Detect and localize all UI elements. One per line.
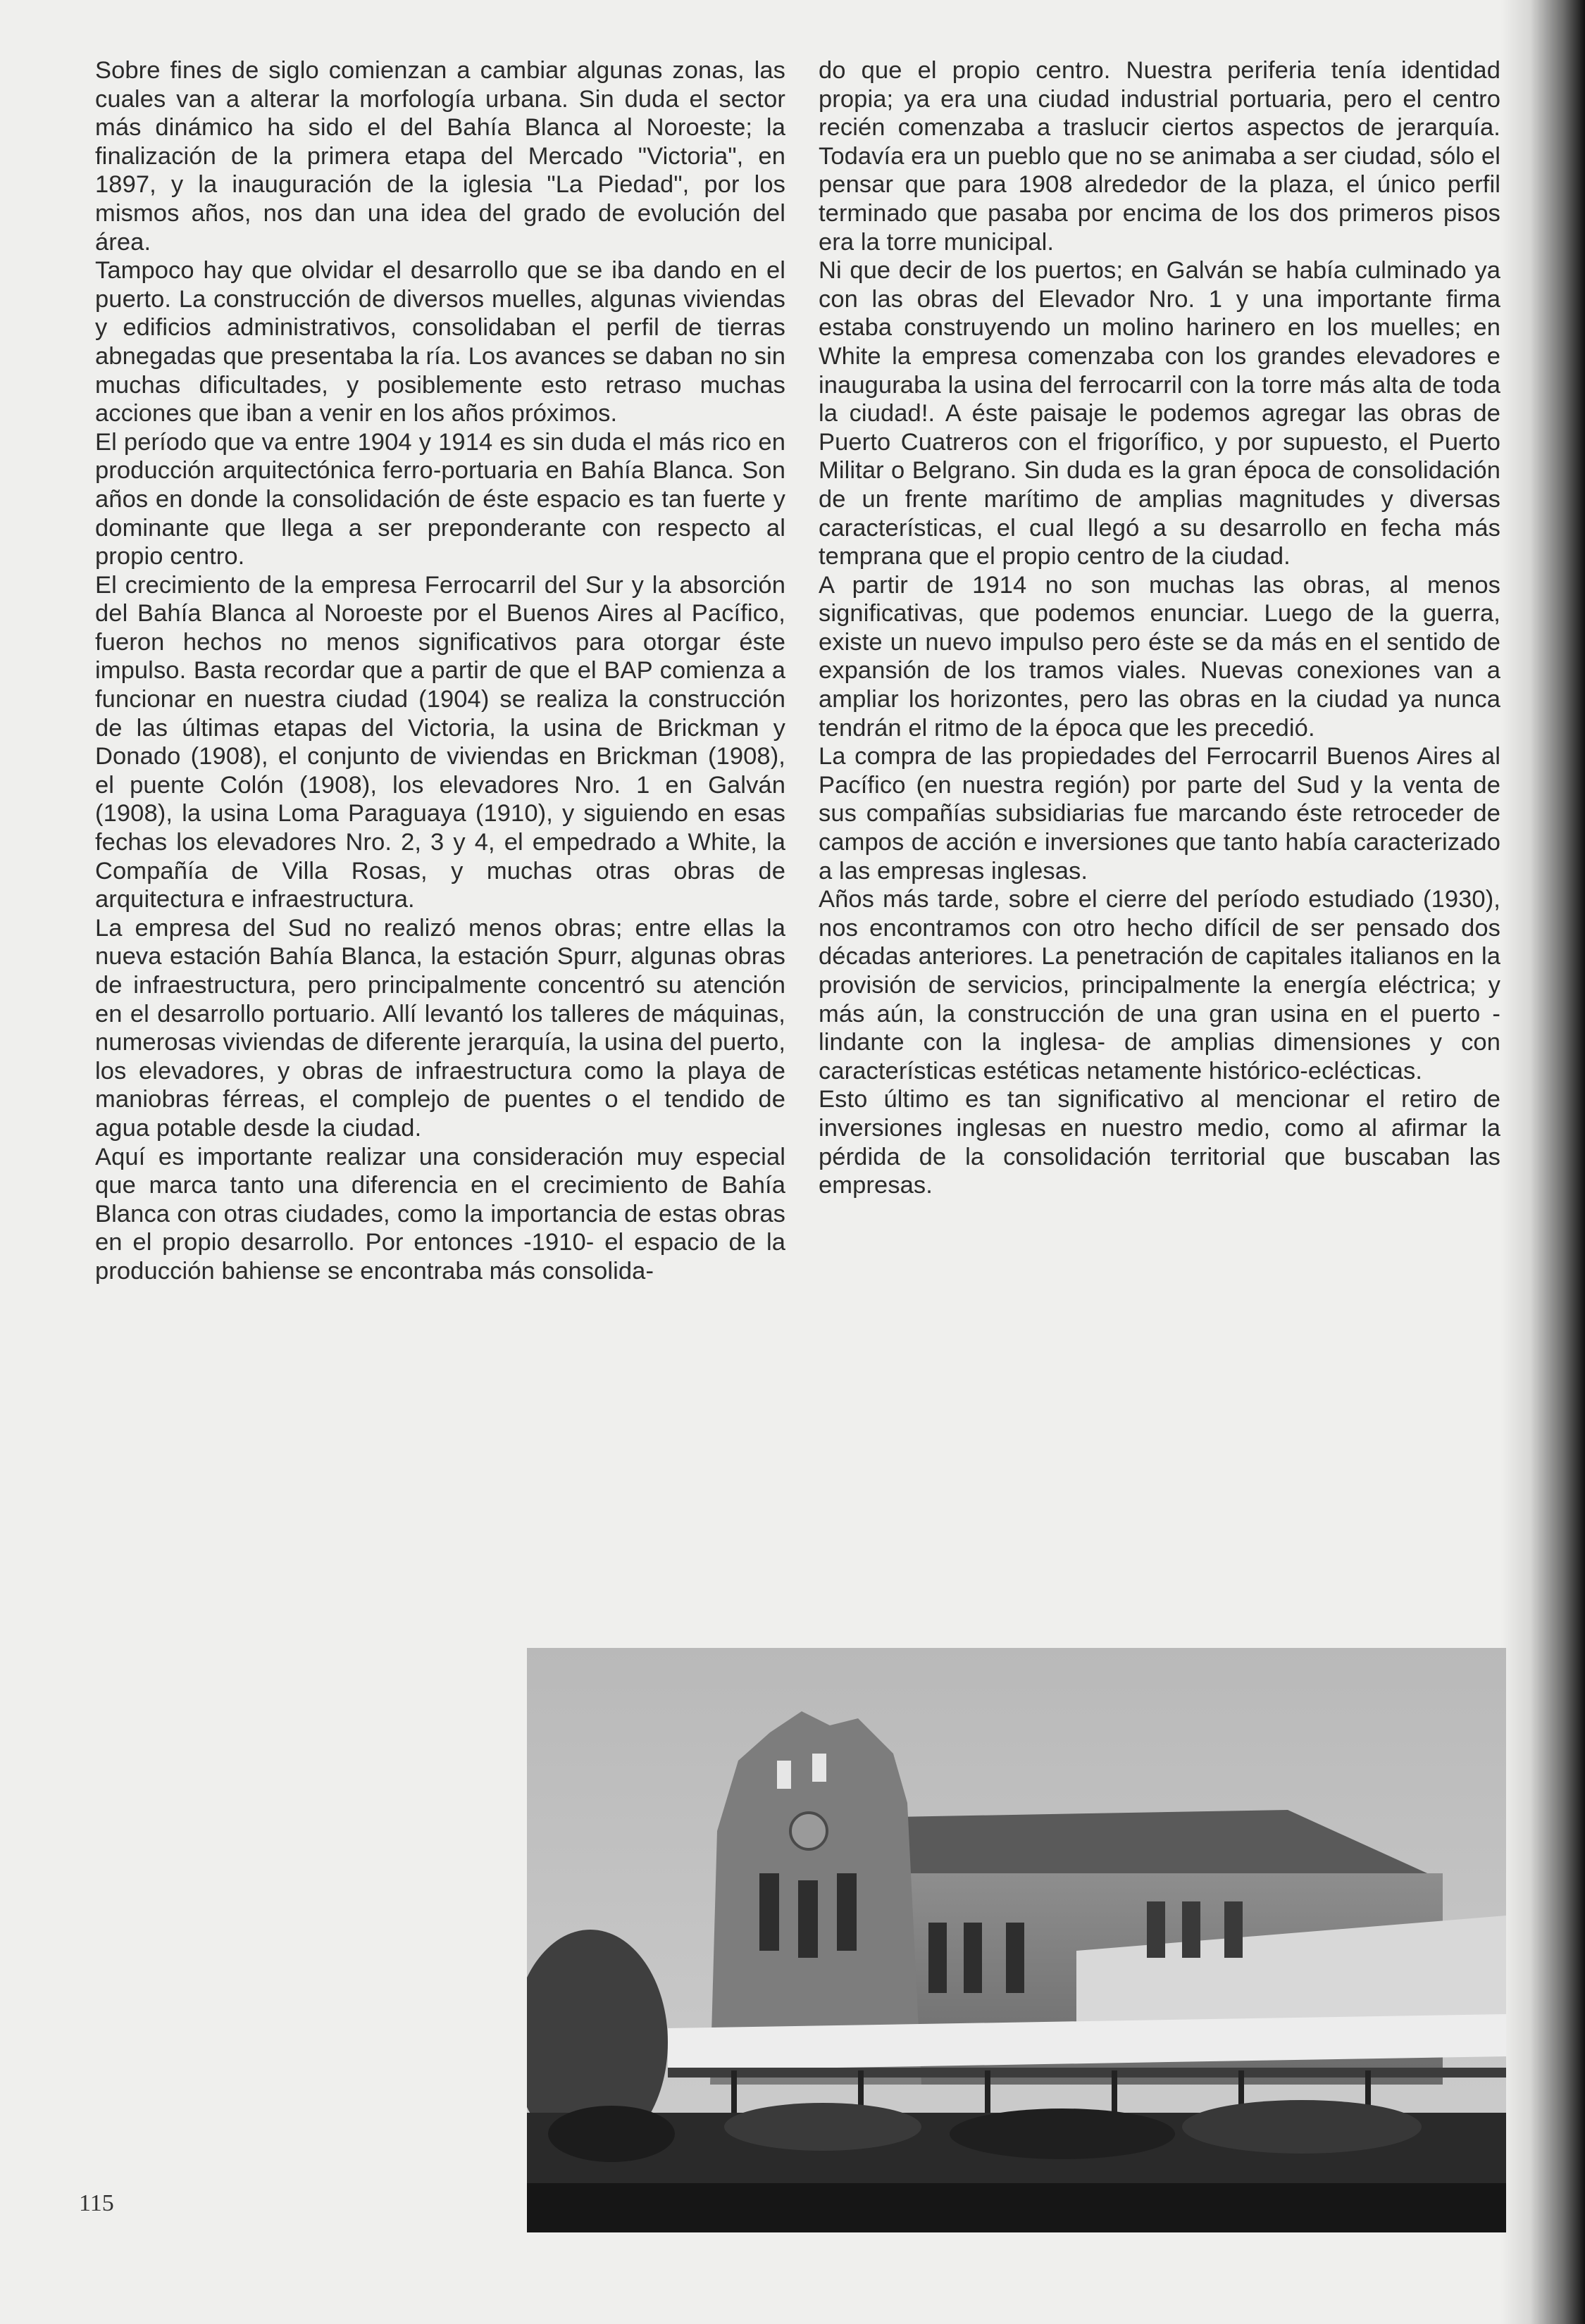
station-photograph xyxy=(527,1648,1506,2232)
paragraph: Sobre fines de siglo comienzan a cambiar algunas zonas, las cuales van a alterar la morfología urbana. Sin duda el sector más dinámico ha sido el del Bahía Blanca al Noroeste; la finalización de la primera etapa del Mercado "Victoria", en 1897, y la inauguración de la iglesia "La Piedad", por los mismos años, nos dan una idea del grado de evolución del área. xyxy=(95,57,785,256)
paragraph: El crecimiento de la empresa Ferrocarril del Sur y la absorción del Bahía Blanca al Noroeste por el Buenos Aires al Pacífico, fueron hechos no menos significativos para otorgar éste impulso. Basta recordar que a partir de que el BAP comienza a funcionar en nuestra ciudad (1904) se realiza la construcción de las últimas etapas del Victoria, la usina de Brickman y Donado (1908), el conjunto de viviendas en Brickman (1908), el puente Colón (1908), los elevadores Nro. 1 en Galván (1908), la usina Loma Paraguaya (1910), y siguiendo en esas fechas los elevadores Nro. 2, 3 y 4, el empedrado a White, la Compañía de Villa Rosas, y muchas otras obras de arquitectura e infraestructura. xyxy=(95,571,785,913)
station-illustration xyxy=(527,1648,1506,2232)
paragraph: Aquí es importante realizar una consideración muy especial que marca tanto una diferencia en el crecimiento de Bahía Blanca con otras ciudades, como la importancia de estas obras en el propio desarrollo. Por entonces -1910- el espacio de la producción bahiense se encontraba más consolida- xyxy=(95,1143,785,1285)
paragraph: Años más tarde, sobre el cierre del período estudiado (1930), nos encontramos con otro hecho difícil de ser pensado dos décadas anteriores. La penetración de capitales italianos en la provisión de servicios, principalmente la energía eléctrica; y más aún, la construcción de una gran usina en el puerto - lindante con la inglesa- de amplias dimensiones y con características estéticas netamente histórico-eclécticas. xyxy=(819,886,1500,1085)
book-gutter-shadow xyxy=(1500,0,1585,2324)
page-number: 115 xyxy=(79,2190,114,2216)
paragraph: La empresa del Sud no realizó menos obras; entre ellas la nueva estación Bahía Blanca, la estación Spurr, algunas obras de infraestructura, pero principalmente concentró su atención en el desarrollo portuario. Allí levantó los talleres de máquinas, numerosas viviendas de diferente jerarquía, la usina del puerto, los elevadores, y obras de infraestructura como la playa de maniobras férreas, el complejo de puentes o el tendido de agua potable desde la ciudad. xyxy=(95,914,785,1142)
paragraph: Ni que decir de los puertos; en Galván se había culminado ya con las obras del Elevador Nro. 1 y una importante firma estaba construyendo un molino harinero en los muelles; en White la empresa comenzaba con los grandes elevadores e inauguraba la usina del ferrocarril con la torre más alta de toda la ciudad!. A éste paisaje le podemos agregar las obras de Puerto Cuatreros con el frigorífico, y por supuesto, el Puerto Militar o Belgrano. Sin duda es la gran época de consolidación de un frente marítimo de amplias magnitudes y diversas características, el cual llegó a su desarrollo en fecha más temprana que el propio centro de la ciudad. xyxy=(819,257,1500,570)
paragraph: Tampoco hay que olvidar el desarrollo que se iba dando en el puerto. La construcción de diversos muelles, algunas viviendas y edificios administrativos, consolidaban el perfil de tierras abnegadas que presentaba la ría. Los avances se daban no sin muchas dificultades, y posiblemente esto retraso muchas acciones que iban a venir en los años próximos. xyxy=(95,257,785,427)
paragraph: do que el propio centro. Nuestra periferia tenía identidad propia; ya era una ciudad industrial portuaria, pero el centro recién comenzaba a traslucir ciertos aspectos de jerarquía. Todavía era un pueblo que no se animaba a ser ciudad, sólo el pensar que para 1908 alrededor de la plaza, el único perfil terminado que pasaba por encima de los dos primeros pisos era la torre municipal. xyxy=(819,57,1500,256)
right-text-column xyxy=(819,56,1500,1200)
left-text-column xyxy=(95,56,785,1286)
paragraph: El período que va entre 1904 y 1914 es sin duda el más rico en producción arquitectónica ferro-portuaria en Bahía Blanca. Son años en donde la consolidación de éste espacio es tan fuerte y dominante que llega a ser preponderante con respecto al propio centro. xyxy=(95,428,785,570)
paragraph: Esto último es tan significativo al mencionar el retiro de inversiones inglesas en nuestro medio, como al afirmar la pérdida de la consolidación territorial que buscaban las empresas. xyxy=(819,1086,1500,1199)
paragraph: La compra de las propiedades del Ferrocarril Buenos Aires al Pacífico (en nuestra región) por parte del Sud y la venta de sus compañías subsidiarias fue marcando éste retroceder de campos de acción e inversiones que tanto había caracterizado a las empresas inglesas. xyxy=(819,743,1500,885)
paragraph: A partir de 1914 no son muchas las obras, al menos significativas, que podemos enunciar. Luego de la guerra, existe un nuevo impulso pero éste se da más en el sentido de expansión de los tramos viales. Nuevas conexiones van a ampliar los horizontes, pero las obras en la ciudad ya nunca tendrán el ritmo de la época que les precedió. xyxy=(819,571,1500,742)
